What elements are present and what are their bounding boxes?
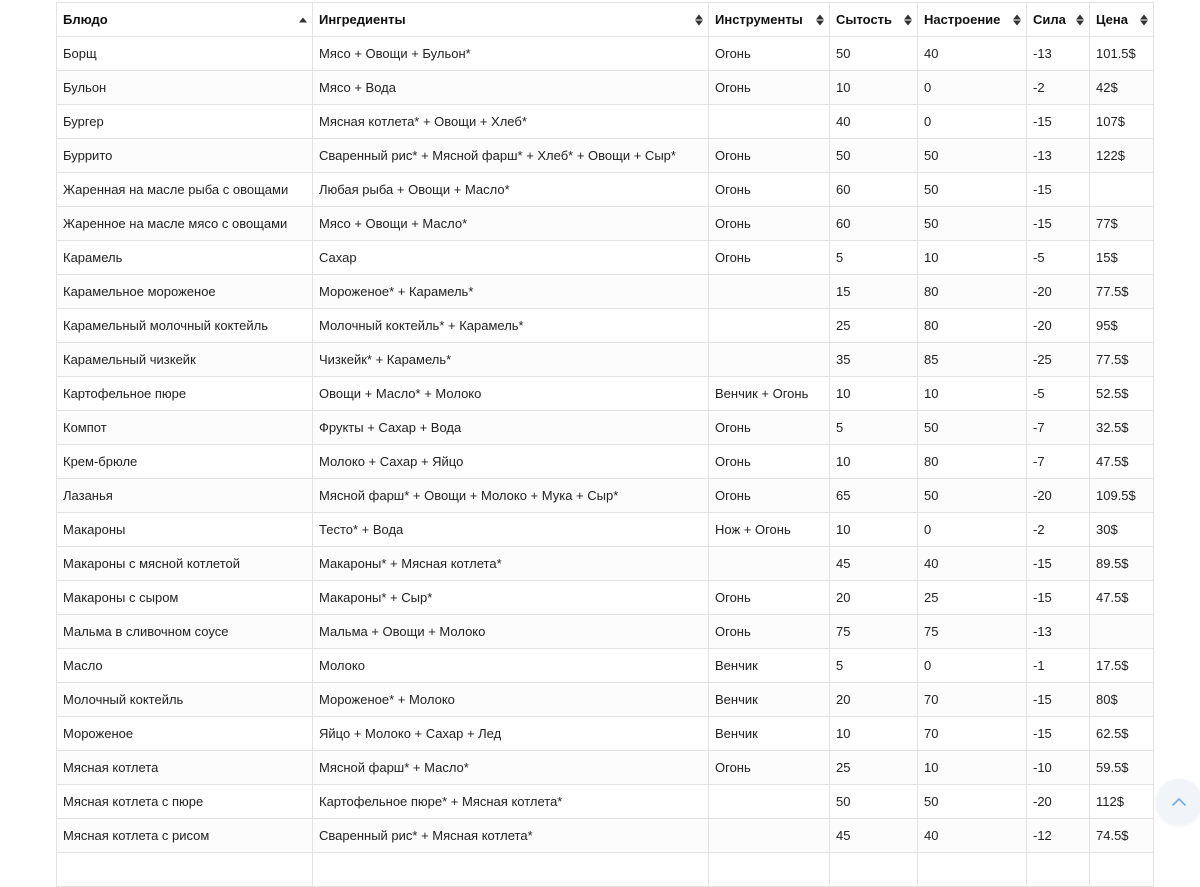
- cell-satiety: 35: [830, 343, 918, 377]
- cell-ingredients: Мясной фарш* + Масло*: [313, 751, 709, 785]
- cell-ingredients: Фрукты + Сахар + Вода: [313, 411, 709, 445]
- cell-satiety: 60: [830, 173, 918, 207]
- cell-tools: [709, 309, 830, 343]
- cell-dish: Буррито: [57, 139, 313, 173]
- cell-strength: -7: [1027, 411, 1090, 445]
- cell-dish: [57, 853, 313, 887]
- column-header-label: Сила: [1033, 12, 1066, 27]
- cell-mood: 50: [918, 411, 1027, 445]
- cell-mood: 50: [918, 139, 1027, 173]
- column-header-label: Ингредиенты: [319, 12, 406, 27]
- table-row: [57, 547, 1154, 581]
- table-row: [57, 411, 1154, 445]
- cell-strength: -15: [1027, 105, 1090, 139]
- cell-ingredients: Сваренный рис* + Мясной фарш* + Хлеб* + Овощи + Сыр*: [313, 139, 709, 173]
- cell-tools: Огонь: [709, 445, 830, 479]
- cell-price: 122$: [1090, 139, 1154, 173]
- cell-price: 109.5$: [1090, 479, 1154, 513]
- table-row: [57, 649, 1154, 683]
- cell-dish: Бульон: [57, 71, 313, 105]
- cell-tools: Огонь: [709, 751, 830, 785]
- table-row: [57, 275, 1154, 309]
- cell-ingredients: Сваренный рис* + Мясная котлета*: [313, 819, 709, 853]
- cell-satiety: 25: [830, 751, 918, 785]
- cell-mood: 50: [918, 785, 1027, 819]
- cell-ingredients: Сахар: [313, 241, 709, 275]
- cell-price: 17.5$: [1090, 649, 1154, 683]
- column-header-tools[interactable]: [709, 3, 830, 37]
- cell-price: 59.5$: [1090, 751, 1154, 785]
- cell-mood: 80: [918, 275, 1027, 309]
- cell-strength: -20: [1027, 785, 1090, 819]
- cell-price: 74.5$: [1090, 819, 1154, 853]
- cell-dish: Мальма в сливочном соусе: [57, 615, 313, 649]
- cell-ingredients: Мясо + Вода: [313, 71, 709, 105]
- cell-tools: Огонь: [709, 615, 830, 649]
- table-row: [57, 343, 1154, 377]
- cell-tools: Огонь: [709, 411, 830, 445]
- cell-dish: Картофельное пюре: [57, 377, 313, 411]
- cell-price: 112$: [1090, 785, 1154, 819]
- cell-mood: 80: [918, 445, 1027, 479]
- cell-strength: -15: [1027, 207, 1090, 241]
- cell-dish: Масло: [57, 649, 313, 683]
- cell-dish: Борщ: [57, 37, 313, 71]
- cell-mood: 25: [918, 581, 1027, 615]
- cell-ingredients: Мясо + Овощи + Масло*: [313, 207, 709, 241]
- cell-mood: 40: [918, 547, 1027, 581]
- cell-strength: -13: [1027, 139, 1090, 173]
- cell-price: 77.5$: [1090, 343, 1154, 377]
- cell-satiety: 10: [830, 377, 918, 411]
- cell-mood: 0: [918, 71, 1027, 105]
- sort-icon: [1076, 14, 1084, 25]
- cell-price: 15$: [1090, 241, 1154, 275]
- cell-strength: -10: [1027, 751, 1090, 785]
- cell-mood: 70: [918, 717, 1027, 751]
- cell-dish: Макароны: [57, 513, 313, 547]
- table-row: [57, 717, 1154, 751]
- cell-dish: Макароны с мясной котлетой: [57, 547, 313, 581]
- cell-mood: 50: [918, 173, 1027, 207]
- table-row: [57, 207, 1154, 241]
- cell-ingredients: Любая рыба + Овощи + Масло*: [313, 173, 709, 207]
- cell-mood: 80: [918, 309, 1027, 343]
- cell-satiety: 10: [830, 71, 918, 105]
- cell-satiety: 60: [830, 207, 918, 241]
- cell-tools: Огонь: [709, 173, 830, 207]
- cell-tools: Огонь: [709, 241, 830, 275]
- table-row: [57, 71, 1154, 105]
- cell-price: [1090, 615, 1154, 649]
- cell-price: 42$: [1090, 71, 1154, 105]
- cell-dish: Бургер: [57, 105, 313, 139]
- cell-mood: 75: [918, 615, 1027, 649]
- cell-dish: Компот: [57, 411, 313, 445]
- cell-satiety: 5: [830, 241, 918, 275]
- table-row: [57, 173, 1154, 207]
- cell-mood: 40: [918, 819, 1027, 853]
- cell-price: 47.5$: [1090, 581, 1154, 615]
- cell-strength: -15: [1027, 547, 1090, 581]
- header-row: [57, 3, 1154, 37]
- cell-tools: [709, 853, 830, 887]
- cell-dish: Мясная котлета: [57, 751, 313, 785]
- table-body: [57, 37, 1154, 887]
- cell-mood: 50: [918, 207, 1027, 241]
- cell-ingredients: Тесто* + Вода: [313, 513, 709, 547]
- cell-strength: -20: [1027, 275, 1090, 309]
- cell-ingredients: Молочный коктейль* + Карамель*: [313, 309, 709, 343]
- cell-tools: Венчик: [709, 683, 830, 717]
- cell-price: 89.5$: [1090, 547, 1154, 581]
- cell-dish: Макароны с сыром: [57, 581, 313, 615]
- cell-tools: Огонь: [709, 37, 830, 71]
- column-header-label: Блюдо: [63, 12, 108, 27]
- cell-dish: Мясная котлета с пюре: [57, 785, 313, 819]
- table-row: [57, 751, 1154, 785]
- cell-mood: 0: [918, 649, 1027, 683]
- cell-satiety: 50: [830, 785, 918, 819]
- column-header-ingredients[interactable]: [313, 3, 709, 37]
- cell-satiety: 75: [830, 615, 918, 649]
- column-header-mood[interactable]: [918, 3, 1027, 37]
- cell-strength: -13: [1027, 615, 1090, 649]
- table-row: [57, 615, 1154, 649]
- cell-strength: -2: [1027, 513, 1090, 547]
- column-header-label: Цена: [1096, 12, 1128, 27]
- cell-satiety: 25: [830, 309, 918, 343]
- cell-tools: Огонь: [709, 139, 830, 173]
- cell-strength: -2: [1027, 71, 1090, 105]
- cell-satiety: 40: [830, 105, 918, 139]
- cell-strength: -5: [1027, 241, 1090, 275]
- cell-ingredients: Мороженое* + Молоко: [313, 683, 709, 717]
- cell-ingredients: Чизкейк* + Карамель*: [313, 343, 709, 377]
- cell-tools: Нож + Огонь: [709, 513, 830, 547]
- cell-strength: -13: [1027, 37, 1090, 71]
- table-row: [57, 105, 1154, 139]
- cell-tools: Венчик: [709, 649, 830, 683]
- cell-tools: Огонь: [709, 207, 830, 241]
- cell-dish: Молочный коктейль: [57, 683, 313, 717]
- cell-mood: 85: [918, 343, 1027, 377]
- cell-ingredients: Мальма + Овощи + Молоко: [313, 615, 709, 649]
- cell-ingredients: Овощи + Масло* + Молоко: [313, 377, 709, 411]
- cell-price: 77.5$: [1090, 275, 1154, 309]
- cell-tools: [709, 819, 830, 853]
- cell-price: 62.5$: [1090, 717, 1154, 751]
- cell-ingredients: Мороженое* + Карамель*: [313, 275, 709, 309]
- cell-strength: -20: [1027, 309, 1090, 343]
- table-row: [57, 581, 1154, 615]
- cell-tools: Огонь: [709, 479, 830, 513]
- cell-mood: 10: [918, 751, 1027, 785]
- column-header-strength[interactable]: [1027, 3, 1090, 37]
- cell-strength: -15: [1027, 581, 1090, 615]
- cell-strength: -15: [1027, 683, 1090, 717]
- cell-price: [1090, 853, 1154, 887]
- chevron-up-icon: [1170, 793, 1188, 811]
- cell-price: 101.5$: [1090, 37, 1154, 71]
- cell-mood: 50: [918, 479, 1027, 513]
- cell-ingredients: Макароны* + Мясная котлета*: [313, 547, 709, 581]
- cell-tools: Огонь: [709, 581, 830, 615]
- cell-mood: 40: [918, 37, 1027, 71]
- cell-satiety: 50: [830, 37, 918, 71]
- cell-tools: Огонь: [709, 71, 830, 105]
- cell-price: 80$: [1090, 683, 1154, 717]
- cell-satiety: 15: [830, 275, 918, 309]
- table-row: [57, 37, 1154, 71]
- cell-satiety: 5: [830, 411, 918, 445]
- cell-mood: [918, 853, 1027, 887]
- cell-strength: -15: [1027, 173, 1090, 207]
- table-row: [57, 309, 1154, 343]
- cell-price: 77$: [1090, 207, 1154, 241]
- cell-price: 30$: [1090, 513, 1154, 547]
- table-row: [57, 139, 1154, 173]
- cell-satiety: 20: [830, 683, 918, 717]
- column-header-label: Инструменты: [715, 12, 803, 27]
- sort-icon: [904, 14, 912, 25]
- table-row: [57, 445, 1154, 479]
- cell-strength: -15: [1027, 717, 1090, 751]
- cell-satiety: 5: [830, 649, 918, 683]
- scroll-to-top-button[interactable]: [1156, 779, 1200, 825]
- cell-satiety: 65: [830, 479, 918, 513]
- table-row: [57, 683, 1154, 717]
- recipes-table-container: [56, 2, 1153, 887]
- sort-icon: [1013, 14, 1021, 25]
- cell-ingredients: Макароны* + Сыр*: [313, 581, 709, 615]
- cell-satiety: [830, 853, 918, 887]
- cell-price: 95$: [1090, 309, 1154, 343]
- column-header-label: Настроение: [924, 12, 1001, 27]
- cell-ingredients: Мясной фарш* + Овощи + Молоко + Мука + Сыр*: [313, 479, 709, 513]
- cell-ingredients: Мясо + Овощи + Бульон*: [313, 37, 709, 71]
- cell-strength: -5: [1027, 377, 1090, 411]
- cell-tools: [709, 785, 830, 819]
- cell-dish: Карамельный молочный коктейль: [57, 309, 313, 343]
- cell-tools: [709, 343, 830, 377]
- recipes-table: [56, 2, 1154, 887]
- table-row: [57, 479, 1154, 513]
- cell-strength: -1: [1027, 649, 1090, 683]
- cell-mood: 70: [918, 683, 1027, 717]
- cell-mood: 10: [918, 377, 1027, 411]
- cell-satiety: 10: [830, 513, 918, 547]
- cell-dish: Лазанья: [57, 479, 313, 513]
- cell-satiety: 45: [830, 547, 918, 581]
- table-row: [57, 377, 1154, 411]
- cell-mood: 0: [918, 513, 1027, 547]
- cell-ingredients: Картофельное пюре* + Мясная котлета*: [313, 785, 709, 819]
- cell-tools: [709, 275, 830, 309]
- table-row: [57, 785, 1154, 819]
- cell-price: 107$: [1090, 105, 1154, 139]
- sort-icon: [1140, 14, 1148, 25]
- cell-price: [1090, 173, 1154, 207]
- cell-satiety: 20: [830, 581, 918, 615]
- cell-ingredients: Яйцо + Молоко + Сахар + Лед: [313, 717, 709, 751]
- cell-dish: Карамель: [57, 241, 313, 275]
- cell-dish: Жаренная на масле рыба с овощами: [57, 173, 313, 207]
- sort-icon: [816, 14, 824, 25]
- cell-strength: -7: [1027, 445, 1090, 479]
- column-header-dish[interactable]: [57, 3, 313, 37]
- cell-tools: [709, 547, 830, 581]
- cell-tools: Венчик: [709, 717, 830, 751]
- cell-strength: -20: [1027, 479, 1090, 513]
- cell-mood: 10: [918, 241, 1027, 275]
- cell-ingredients: Молоко + Сахар + Яйцо: [313, 445, 709, 479]
- cell-satiety: 10: [830, 445, 918, 479]
- cell-tools: Венчик + Огонь: [709, 377, 830, 411]
- cell-strength: [1027, 853, 1090, 887]
- column-header-price[interactable]: [1090, 3, 1154, 37]
- column-header-label: Сытость: [836, 12, 893, 27]
- cell-tools: [709, 105, 830, 139]
- sort-ascending-icon: [299, 17, 307, 22]
- cell-ingredients: Молоко: [313, 649, 709, 683]
- cell-price: 47.5$: [1090, 445, 1154, 479]
- cell-mood: 0: [918, 105, 1027, 139]
- sort-icon: [695, 14, 703, 25]
- cell-dish: Карамельный чизкейк: [57, 343, 313, 377]
- cell-ingredients: Мясная котлета* + Овощи + Хлеб*: [313, 105, 709, 139]
- table-row: [57, 241, 1154, 275]
- table-row: [57, 853, 1154, 887]
- cell-price: 32.5$: [1090, 411, 1154, 445]
- cell-ingredients: [313, 853, 709, 887]
- cell-dish: Жаренное на масле мясо с овощами: [57, 207, 313, 241]
- cell-dish: Карамельное мороженое: [57, 275, 313, 309]
- cell-price: 52.5$: [1090, 377, 1154, 411]
- cell-satiety: 10: [830, 717, 918, 751]
- column-header-satiety[interactable]: [830, 3, 918, 37]
- cell-satiety: 50: [830, 139, 918, 173]
- table-row: [57, 513, 1154, 547]
- cell-strength: -25: [1027, 343, 1090, 377]
- cell-strength: -12: [1027, 819, 1090, 853]
- table-row: [57, 819, 1154, 853]
- cell-dish: Крем-брюле: [57, 445, 313, 479]
- cell-satiety: 45: [830, 819, 918, 853]
- cell-dish: Мясная котлета с рисом: [57, 819, 313, 853]
- cell-dish: Мороженое: [57, 717, 313, 751]
